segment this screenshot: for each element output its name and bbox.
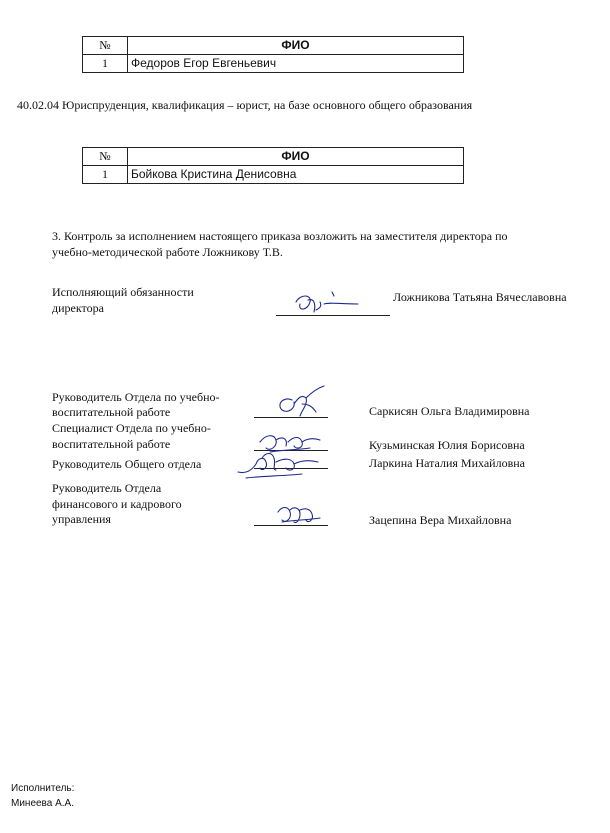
director-title-line-2: директора [52, 301, 104, 315]
table-row [83, 166, 464, 184]
approver-3-title-line-1: Руководитель Общего отдела [52, 457, 202, 471]
control-paragraph-line-1: 3. Контроль за исполнением настоящего приказа возложить на заместителя директора по [52, 229, 508, 243]
approver-3-name: Ларкина Наталия Михайловна [369, 456, 525, 470]
approver-2-name: Кузьминская Юлия Борисовна [369, 438, 525, 452]
approver-4-title-line-2: финансового и кадрового [52, 497, 182, 511]
director-title-line-1: Исполняющий обязанности [52, 285, 194, 299]
table-cell-name: Бойкова Кристина Денисовна [128, 166, 464, 184]
table-header-fio: ФИО [128, 148, 464, 166]
table-header-number: № [83, 148, 128, 166]
table-cell-name: Федоров Егор Евгеньевич [128, 55, 464, 73]
approver-4-title-line-1: Руководитель Отдела [52, 481, 162, 495]
table-header-number: № [83, 37, 128, 55]
specialty-heading: 40.02.04 Юриспруденция, квалификация – юрист, на базе основного общего образования [17, 98, 473, 112]
approver-3-signature [232, 448, 327, 482]
approver-1-name: Саркисян Ольга Владимировна [369, 404, 530, 418]
student-table-1 [82, 36, 464, 73]
table-header-row [83, 37, 464, 55]
director-signature [290, 288, 370, 322]
approver-2-title-line-1: Специалист Отдела по учебно- [52, 421, 211, 435]
executor-name: Минеева А.А. [11, 798, 74, 809]
control-paragraph-line-2: учебно-методической работе Ложникову Т.В. [52, 245, 283, 259]
approver-2-title-line-2: воспитательной работе [52, 437, 171, 451]
table-row [83, 55, 464, 73]
table-cell-number: 1 [83, 166, 128, 184]
approver-4-signature [270, 500, 330, 530]
executor-label: Исполнитель: [11, 783, 75, 794]
approver-1-signature [262, 382, 342, 422]
approver-1-title-line-2: воспитательной работе [52, 405, 171, 419]
approver-1-title-line-1: Руководитель Отдела по учебно- [52, 390, 220, 404]
student-table-2 [82, 147, 464, 184]
table-cell-number: 1 [83, 55, 128, 73]
director-name: Ложникова Татьяна Вячеславовна [393, 290, 567, 304]
approver-4-title-line-3: управления [52, 512, 111, 526]
approver-4-name: Зацепина Вера Михайловна [369, 513, 512, 527]
table-header-row [83, 148, 464, 166]
table-header-fio: ФИО [128, 37, 464, 55]
